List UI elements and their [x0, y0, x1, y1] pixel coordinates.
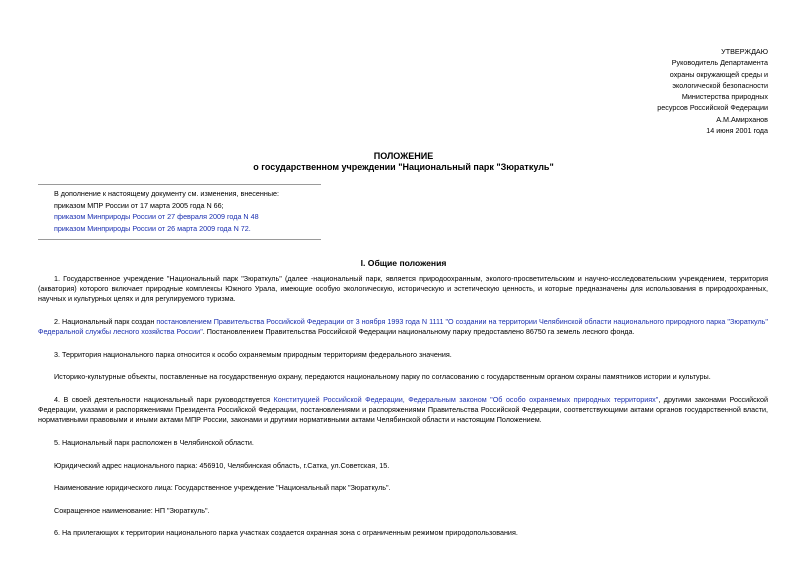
paragraph-text: , другими законами Российской Федерации, указами и распоряжениями Президента Российской Федерации, постановлениями и распоряжениями Правительства Российской Федерации, соответствующими актами органов государственной власти, нормативными правовыми и иными актами МПР России, законами и другими нормативными актами Челябинской области и настоящим Положением.	[38, 394, 769, 425]
decree-link[interactable]: постановлением Правительства Российской Федерации от 3 ноября 1993 года N 1111 "О создании на территории Челябинской области национального природного парка "Зюраткуль" Федеральной службы лесного хозяйства России"	[38, 317, 768, 337]
paragraph-3: 3. Территория национального парка относится к особо охраняемым природным территориям федерального значения.	[54, 349, 452, 359]
approval-signatory: А.М.Амирханов	[716, 114, 768, 124]
changes-item: приказом МПР России от 17 марта 2005 года N 66;	[54, 200, 224, 210]
approval-line: охраны окружающей среды и	[669, 69, 768, 79]
changes-link[interactable]: приказом Минприроды России от 26 марта 2009 года N 72.	[54, 223, 251, 233]
paragraph-text: 4. В своей деятельности национальный парк руководствуется	[54, 394, 274, 404]
changes-note	[38, 184, 321, 240]
approval-line: Министерства природных	[681, 92, 768, 102]
approval-line: экологической безопасности	[672, 80, 768, 90]
paragraph-5: 5. Национальный парк расположен в Челябинской области.	[54, 437, 254, 447]
paragraph-6: 6. На прилегающих к территории национального парка участках создается охранная зона с ограниченным режимом природопользования.	[54, 528, 518, 538]
paragraph-2	[38, 317, 768, 337]
paragraph-5d: Сокращенное наименование: НП "Зюраткуль".	[54, 505, 210, 515]
approval-line: УТВЕРЖДАЮ	[721, 47, 768, 56]
paragraph-text: 2. Национальный парк создан	[54, 317, 157, 326]
changes-link[interactable]: приказом Минприроды России от 27 февраля 2009 года N 48	[54, 212, 259, 222]
document-title	[0, 151, 807, 173]
approval-line: ресурсов Российской Федерации	[657, 103, 768, 113]
paragraph-5c: Наименование юридического лица: Государственное учреждение "Национальный парк "Зюраткуль".	[54, 483, 391, 493]
changes-intro: В дополнение к настоящему документу см. изменения, внесенные:	[54, 189, 279, 198]
paragraph-5b: Юридический адрес национального парка: 456910, Челябинская область, г.Сатка, ул.Советская, 15.	[54, 460, 390, 470]
paragraph-text: . Постановлением Правительства Российской Федерации национальному парку предоставлено 86750 га земель лесного фонда.	[202, 327, 635, 337]
law-link[interactable]: Конституцией Российской Федерации, Федеральным законом "Об особо охраняемых природных территориях"	[273, 394, 659, 404]
title-line-1: ПОЛОЖЕНИЕ	[373, 151, 434, 161]
approval-date: 14 июня 2001 года	[706, 126, 768, 136]
paragraph-4	[38, 395, 768, 426]
paragraph-1: 1. Государственное учреждение "Национальный парк "Зюраткуль" (далее -национальный парк, является природоохранным, эколого-просветительским и научно-исследовательским учреждением, территория (акватория) которого включает природные комплексы Южного Урала, имеющие особую экологическую, историческую и эстетическую ценность, и которые предназначены для использования в природоохранных, научных и культурных целях и для регулируемого туризма.	[38, 274, 768, 304]
section-heading: I. Общие положения	[360, 258, 447, 268]
approval-block	[657, 46, 768, 136]
approval-line: Руководитель Департамента	[671, 58, 768, 68]
document-body	[38, 274, 768, 551]
title-line-2: о государственном учреждении "Национальный парк "Зюраткуль"	[253, 162, 554, 172]
paragraph-3b: Историко-культурные объекты, поставленные на государственную охрану, передаются национальному парку по согласованию с государственным органом охраны памятников истории и культуры.	[54, 372, 711, 382]
